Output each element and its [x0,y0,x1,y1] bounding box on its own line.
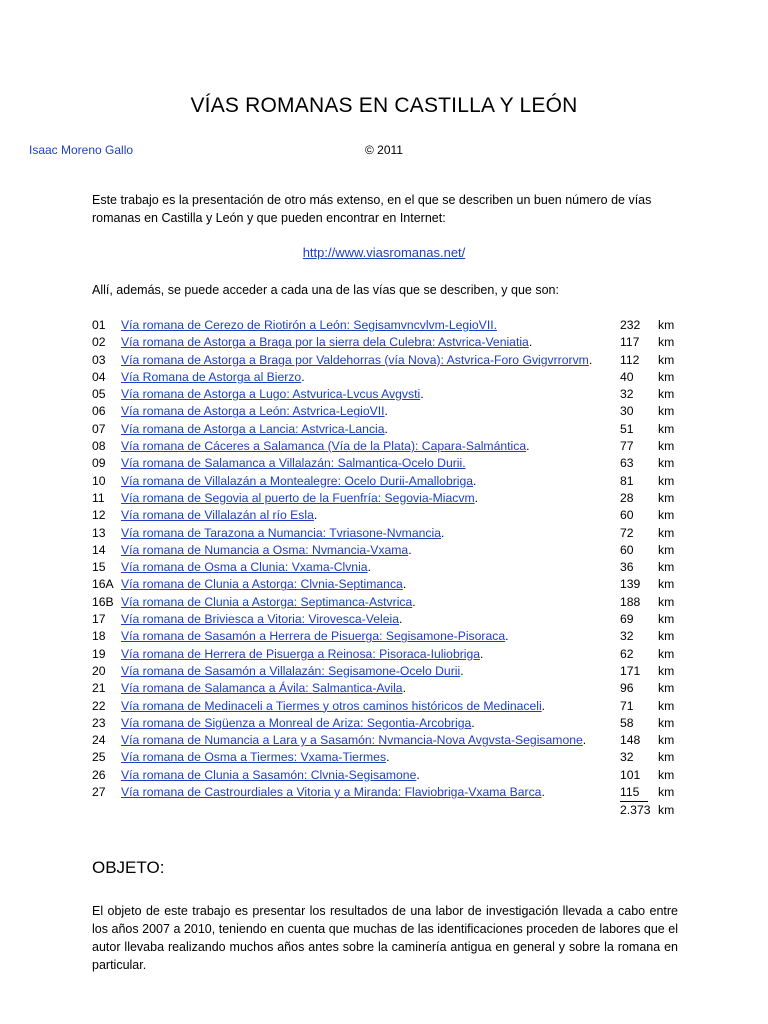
route-link[interactable]: Vía romana de Herrera de Pisuerga a Reinosa: Pisoraca-Iuliobriga [121,646,481,661]
route-km: 32 [620,750,634,765]
route-entry [121,680,406,697]
route-unit: km [658,508,675,523]
route-unit: km [658,473,675,488]
route-unit: km [658,352,675,367]
route-km: 69 [620,612,634,627]
route-row [92,525,692,542]
route-unit: km [658,715,675,730]
route-number: 17 [92,612,106,627]
route-number: 05 [92,387,106,402]
route-link[interactable]: Vía romana de Astorga a Lancia: Astvrica-Lancia [121,421,385,436]
total-unit: km [658,803,675,818]
route-km: 139 [620,577,641,592]
route-km: 96 [620,681,634,696]
route-km: 188 [620,594,641,609]
route-unit: km [658,421,675,436]
route-km: 32 [620,387,634,402]
route-number: 18 [92,629,106,644]
route-link[interactable]: Vía romana de Segovia al puerto de la Fuenfría: Segovia-Miacvm [121,490,475,505]
route-unit: km [658,629,675,644]
route-punct: . [386,750,390,765]
route-km: 71 [620,698,634,713]
route-km: 148 [620,733,641,748]
route-row [92,317,692,334]
route-punct: . [416,767,420,782]
route-entry [121,628,509,645]
route-unit: km [658,646,675,661]
route-row [92,542,692,559]
route-number: 22 [92,698,106,713]
route-punct: . [412,594,416,609]
route-number: 08 [92,439,106,454]
route-row [92,715,692,732]
route-km: 232 [620,318,641,332]
route-number: 10 [92,473,106,488]
route-km: 30 [620,404,634,419]
route-entry [121,317,497,334]
route-punct: . [474,490,479,505]
route-row [92,334,692,351]
route-entry [121,559,371,576]
route-number: 06 [92,404,106,419]
route-number: 19 [92,646,106,661]
route-link[interactable]: Vía romana de Astorga a León: Astvrica-LegioVII [121,404,385,419]
route-punct: . [588,352,593,367]
route-entry [121,594,416,611]
author-line [0,143,768,157]
section-heading: OBJETO: [92,858,165,877]
route-km: 77 [620,439,634,454]
route-link[interactable]: Vía romana de Tarazona a Numancia: Tvriasone-Nvmancia [121,525,441,540]
lead-paragraph: Allí, además, se puede acceder a cada una de las vías que se describen, y que son: [92,283,559,297]
copyright: © 2011 [365,143,403,157]
route-link[interactable]: Vía romana de Osma a Tiermes: Vxama-Tiermes [121,750,387,765]
route-row [92,490,692,507]
route-link[interactable]: Vía romana de Clunia a Astorga: Clvnia-Septimanca [121,577,403,592]
route-row [92,403,692,420]
route-km: 72 [620,525,634,540]
route-number: 03 [92,352,106,367]
route-link[interactable]: Vía romana de Sigüenza a Monreal de Ariza: Segontia-Arcobriga [121,715,472,730]
route-row [92,611,692,628]
route-unit: km [658,681,675,696]
route-link[interactable]: Vía romana de Briviesca a Vitoria: Virovesca-Veleia [121,612,399,627]
route-km: 62 [620,646,634,661]
route-row [92,421,692,438]
route-entry [121,576,406,593]
route-row [92,473,692,490]
route-link[interactable]: Vía romana de Cáceres a Salamanca (Vía de la Plata): Capara-Salmántica [121,439,527,454]
route-row [92,594,692,611]
route-link[interactable]: Vía romana de Cerezo de Riotirón a León: Segisamvncvlvm-LegioVII. [121,318,497,332]
route-number: 07 [92,421,106,436]
route-punct: . [541,698,546,713]
routes-list [92,317,692,819]
route-entry [121,749,389,766]
route-number: 25 [92,750,106,765]
route-link[interactable]: Vía romana de Numancia a Lara y a Sasamón: Nvmancia-Nova Avgvsta-Segisamone [121,733,583,748]
route-unit: km [658,577,675,592]
route-punct: . [528,335,533,350]
route-row [92,732,692,749]
route-km: 51 [620,421,634,436]
route-link[interactable]: Vía romana de Sasamón a Herrera de Pisuerga: Segisamone-Pisoraca [121,629,506,644]
route-entry [121,646,483,663]
route-unit: km [658,767,675,782]
route-punct: . [473,473,477,488]
total-row [92,801,692,819]
route-row [92,438,692,455]
total-km: 2.373 [620,803,651,818]
route-link[interactable]: Vía romana de Astorga a Braga por Valdehorras (vía Nova): Astvrica-Foro Gvigvrrorvm [121,352,589,367]
route-number: 23 [92,715,106,730]
route-row [92,352,692,369]
route-punct: . [440,525,445,540]
route-link[interactable]: Vía romana de Astorga a Lugo: Astvurica-Lvcus Avgvsti [121,387,421,402]
route-entry [121,334,532,351]
route-number: 13 [92,525,106,540]
route-unit: km [658,335,675,350]
route-km: 36 [620,560,634,575]
website-url [0,245,768,260]
route-unit: km [658,542,675,557]
route-entry [121,403,388,420]
intro-paragraph: Este trabajo es la presentación de otro más extenso, en el que se describen un buen número de vías romanas en Castilla y León y que pueden encontrar en Internet: [92,193,652,225]
route-unit: km [658,369,675,384]
route-entry [121,455,466,472]
route-number: 27 [92,785,106,800]
route-row [92,680,692,697]
route-unit: km [658,594,675,609]
route-entry [121,438,530,455]
route-punct: . [471,715,475,730]
route-punct: . [408,542,412,557]
route-km: 101 [620,767,641,782]
route-unit: km [658,698,675,713]
route-punct: . [398,612,403,627]
route-punct: . [301,369,305,384]
route-unit: km [658,490,675,505]
route-unit: km [658,560,675,575]
route-number: 14 [92,542,106,557]
route-number: 16A [92,577,114,592]
route-km: 117 [620,335,640,350]
route-entry [121,421,388,438]
route-link[interactable]: Vía romana de Salamanca a Ávila: Salmantica-Avila [121,681,403,696]
route-row [92,386,692,403]
route-number: 12 [92,508,106,523]
route-row [92,646,692,663]
route-entry [121,784,545,801]
route-entry [121,698,545,715]
route-row [92,663,692,680]
route-number: 21 [92,681,106,696]
route-punct: . [460,663,464,678]
route-punct: . [313,508,318,523]
route-unit: km [658,456,675,471]
route-km: 60 [620,508,634,523]
route-row [92,698,692,715]
route-punct: . [402,681,406,696]
route-link[interactable]: Vía romana de Villalazán a Montealegre: Ocelo Durii-Amallobriga [121,473,474,488]
route-punct: . [541,785,545,800]
route-unit: km [658,525,675,540]
route-row [92,559,692,576]
route-km: 32 [620,629,634,644]
author-name: Isaac Moreno Gallo [29,143,134,157]
route-link[interactable]: Vía romana de Medinaceli a Tiermes y otros caminos históricos de Medinaceli [121,698,542,713]
route-row [92,576,692,593]
route-km: 60 [620,542,634,557]
route-punct: . [384,404,388,419]
route-km: 171 [620,663,641,678]
route-link[interactable]: Vía romana de Clunia a Sasamón: Clvnia-Segisamone [121,767,417,782]
route-number: 02 [92,335,106,350]
route-link[interactable]: Vía romana de Clunia a Astorga: Septimanca-Astvrica [121,594,413,609]
route-link[interactable]: Vía romana de Salamanca a Villalazán: Salmantica-Ocelo Durii. [121,456,466,471]
route-punct: . [402,577,407,592]
route-link[interactable]: Vía romana de Castrourdiales a Vitoria y a Miranda: Flaviobriga-Vxama Barca [121,785,542,800]
route-punct: . [480,646,484,661]
route-unit: km [658,663,675,678]
route-entry [121,473,476,490]
route-link[interactable]: Vía romana de Sasamón a Villalazán: Segisamone-Ocelo Durii [121,663,461,678]
route-number: 16B [92,594,114,609]
route-entry [121,715,475,732]
route-entry [121,732,586,749]
route-unit: km [658,733,675,748]
objeto-paragraph: El objeto de este trabajo es presentar los resultados de una labor de investigación llevada a cabo entre los años 2007 a 2010, teniendo en cuenta que muchas de las identificaciones proceden de labores que el autor llevaba realizando muchos años antes sobre la caminería antigua en general y sobre la romana en particular. [92,904,678,972]
route-number: 26 [92,767,106,782]
route-entry [121,542,412,559]
route-entry [121,490,478,507]
website-link[interactable]: http://www.viasromanas.net/ [302,245,466,260]
route-unit: km [658,439,675,454]
route-number: 04 [92,369,106,384]
route-km: 28 [620,490,634,505]
route-number: 09 [92,456,106,471]
route-punct: . [384,421,388,436]
route-link[interactable]: Vía Romana de Astorga al Bierzo [121,369,302,384]
document-title: VÍAS ROMANAS EN CASTILLA Y LEÓN [190,94,578,117]
route-unit: km [658,318,675,332]
route-row [92,455,692,472]
route-km: 112 [620,352,640,367]
route-entry [121,369,305,386]
route-number: 24 [92,733,106,748]
route-link[interactable]: Vía romana de Villalazán al río Esla [121,508,314,523]
route-punct: . [420,387,424,402]
route-row [92,369,692,386]
route-km: 115 [620,785,640,800]
route-entry [121,507,317,524]
route-number: 15 [92,560,106,575]
route-unit: km [658,612,675,627]
route-link[interactable]: Vía romana de Osma a Clunia: Vxama-Clvnia [121,560,368,575]
route-entry [121,525,444,542]
route-unit: km [658,785,675,800]
route-unit: km [658,404,675,419]
route-link[interactable]: Vía romana de Numancia a Osma: Nvmancia-Vxama [121,542,409,557]
route-entry [121,386,424,403]
route-link[interactable]: Vía romana de Astorga a Braga por la sierra dela Culebra: Astvrica-Veniatia [121,335,529,350]
route-entry [121,352,592,369]
route-entry [121,663,464,680]
route-entry [121,767,420,784]
route-punct: . [582,733,587,748]
route-number: 01 [92,318,106,332]
route-km: 40 [620,369,634,384]
route-unit: km [658,750,675,765]
route-number: 20 [92,663,106,678]
route-entry [121,611,402,628]
route-punct: . [505,629,509,644]
route-km: 58 [620,715,634,730]
route-row [92,767,692,784]
route-unit: km [658,387,675,402]
route-punct: . [367,560,371,575]
route-row [92,784,692,801]
route-number: 11 [92,490,105,505]
route-punct: . [526,439,530,454]
route-km: 81 [620,473,634,488]
route-km: 63 [620,456,634,471]
route-row [92,628,692,645]
route-row [92,749,692,766]
route-row [92,507,692,524]
